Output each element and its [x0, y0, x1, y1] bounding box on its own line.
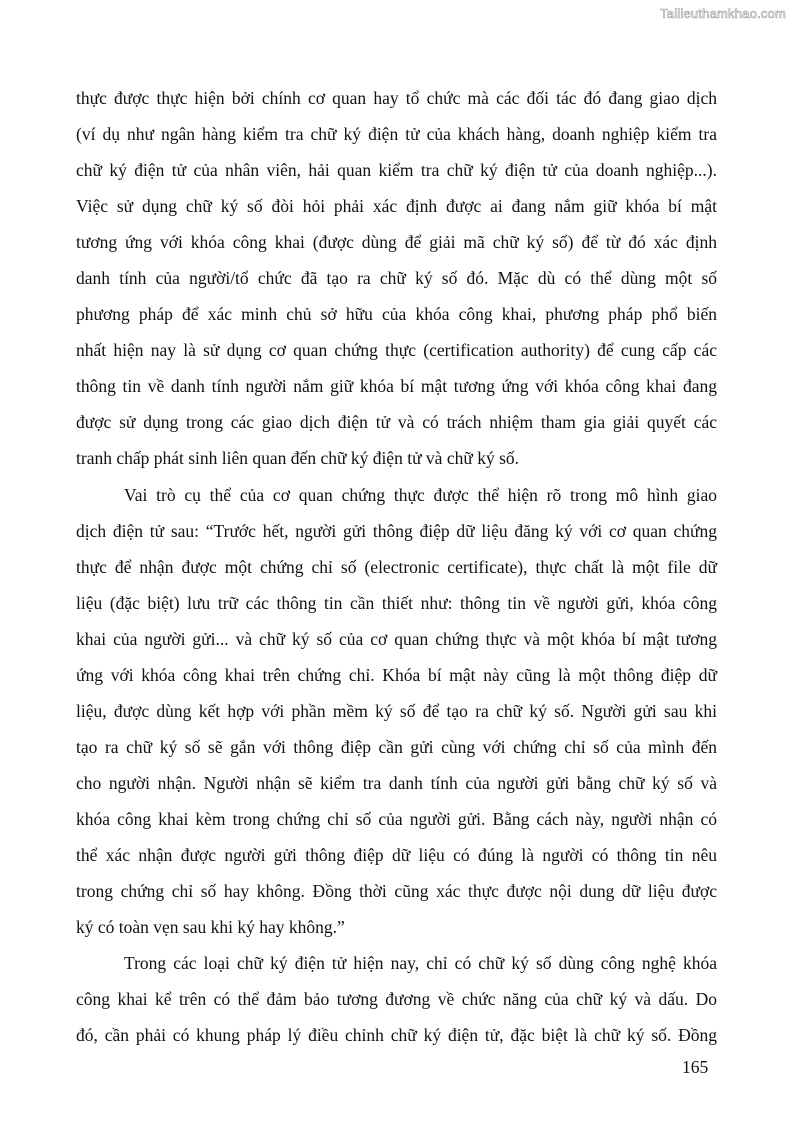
- text-line: nhất hiện nay là sử dụng cơ quan chứng thực (certification authority) để cung cấp các: [76, 340, 717, 361]
- page-number: 165: [682, 1057, 709, 1077]
- text-line: tạo ra chữ ký số sẽ gắn với thông điệp cần gửi cùng với chứng chỉ số của mình đến: [76, 736, 717, 757]
- text-line: trong chứng chỉ số hay không. Đồng thời cũng xác thực được nội dung dữ liệu được: [76, 881, 717, 902]
- text-line: (ví dụ như ngân hàng kiểm tra chữ ký điện tử của khách hàng, doanh nghiệp kiểm tra: [76, 124, 717, 145]
- text-line: dịch điện tử sau: “Trước hết, người gửi thông điệp dữ liệu đăng ký với cơ quan chứng: [76, 520, 717, 541]
- text-line: chữ ký điện tử của nhân viên, hải quan kiểm tra chữ ký điện tử của doanh nghiệp...).: [76, 160, 717, 181]
- text-line: khai của người gửi... và chữ ký số của cơ quan chứng thực và một khóa bí mật tương: [76, 628, 717, 649]
- text-line: danh tính của người/tổ chức đã tạo ra chữ ký số đó. Mặc dù có thể dùng một số: [76, 268, 717, 289]
- text-line: phương pháp để xác minh chủ sở hữu của khóa công khai, phương pháp phổ biến: [76, 304, 717, 325]
- text-line: công khai kể trên có thể đảm bảo tương đương về chức năng của chữ ký và dấu. Do: [76, 989, 717, 1010]
- text-line: thực để nhận được một chứng chỉ số (electronic certificate), thực chất là một file dữ: [76, 556, 717, 577]
- text-line: Việc sử dụng chữ ký số đòi hỏi phải xác định được ai đang nắm giữ khóa bí mật: [76, 196, 717, 217]
- paragraph-1: [76, 80, 717, 477]
- text-line: liệu (đặc biệt) lưu trữ các thông tin cần thiết như: thông tin về người gửi, khóa công: [76, 592, 717, 613]
- text-line: liệu, được dùng kết hợp với phần mềm ký số để tạo ra chữ ký số. Người gửi sau khi: [76, 700, 717, 721]
- text-line: thông tin về danh tính người nắm giữ khóa bí mật tương ứng với khóa công khai đang: [76, 376, 717, 397]
- document-body: [76, 80, 717, 1053]
- text-line: Vai trò cụ thể của cơ quan chứng thực được thể hiện rõ trong mô hình giao: [124, 484, 717, 505]
- text-line: khóa công khai kèm trong chứng chỉ số của người gửi. Bằng cách này, người nhận có: [76, 808, 717, 829]
- text-line: được sử dụng trong các giao dịch điện tử và có trách nhiệm tham gia giải quyết các: [76, 412, 717, 433]
- text-line: thể xác nhận được người gửi thông điệp dữ liệu có đúng là người có thông tin nêu: [76, 844, 717, 865]
- text-line: tương ứng với khóa công khai (được dùng để giải mã chữ ký số) để từ đó xác định: [76, 232, 717, 253]
- text-line: Trong các loại chữ ký điện tử hiện nay, chỉ có chữ ký số dùng công nghệ khóa: [124, 953, 717, 974]
- text-line: ứng với khóa công khai trên chứng chỉ. Khóa bí mật này cũng là một thông điệp dữ: [76, 664, 717, 685]
- text-line: thực được thực hiện bởi chính cơ quan hay tổ chức mà các đối tác đó đang giao dịch: [76, 88, 717, 108]
- text-line: tranh chấp phát sinh liên quan đến chữ ký điện tử và chữ ký số.: [76, 448, 520, 469]
- paragraph-2: [76, 477, 717, 946]
- text-line: cho người nhận. Người nhận sẽ kiểm tra danh tính của người gửi bằng chữ ký số và: [76, 772, 717, 793]
- text-line: đó, cần phải có khung pháp lý điều chỉnh chữ ký điện tử, đặc biệt là chữ ký số. Đồng: [76, 1025, 717, 1046]
- paragraph-3: [76, 945, 717, 1053]
- watermark-text: Tailieuthamkhao.com: [660, 6, 786, 21]
- text-line: ký có toàn vẹn sau khi ký hay không.”: [76, 917, 345, 938]
